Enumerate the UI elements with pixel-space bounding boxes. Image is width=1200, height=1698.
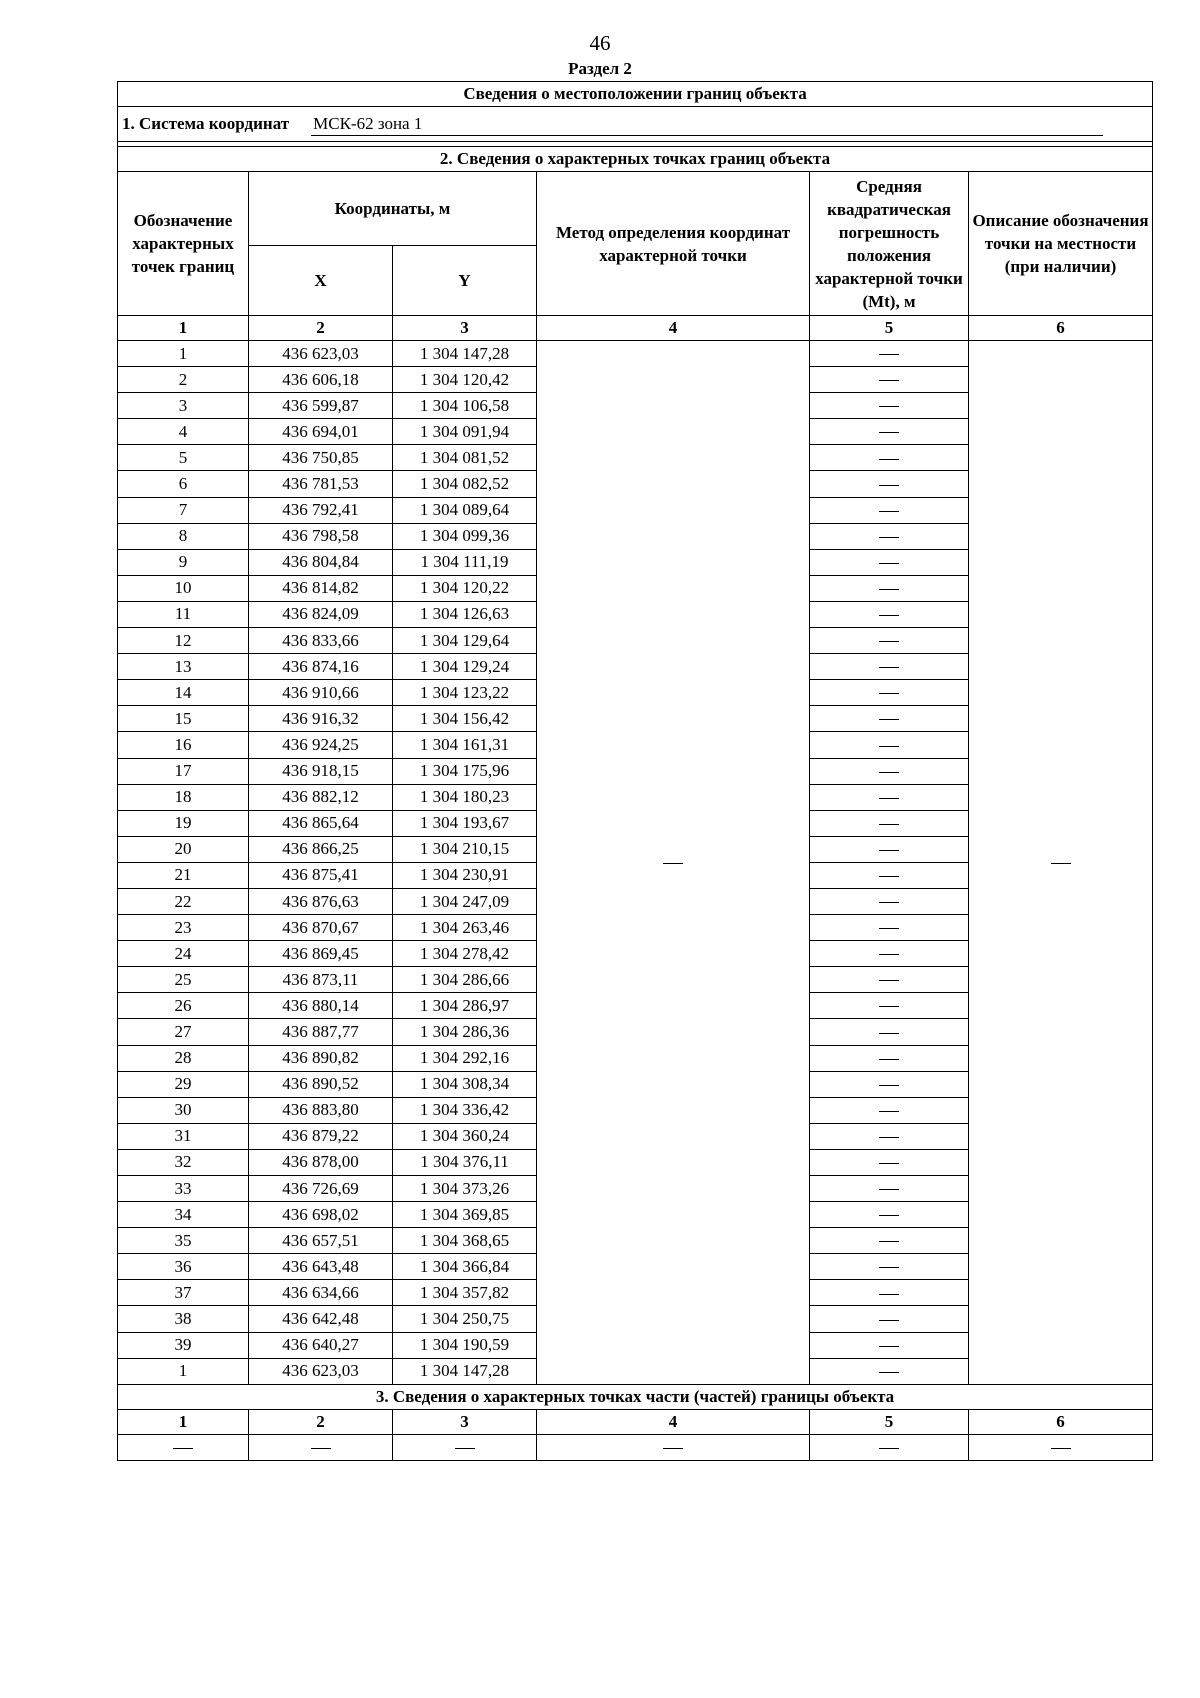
point-x: 436 879,22 [249,1123,393,1149]
point-x: 436 883,80 [249,1097,393,1123]
empty-part-cell [393,1434,537,1460]
mean-square-error-cell [810,1358,969,1384]
dash-mark [879,485,899,486]
point-number: 38 [118,1306,249,1332]
header-x: X [249,246,393,316]
point-number: 26 [118,993,249,1019]
point-x: 436 623,03 [249,341,393,367]
point-x: 436 874,16 [249,654,393,680]
point-y: 1 304 286,66 [393,967,537,993]
point-number: 1 [118,341,249,367]
point-number: 39 [118,1332,249,1358]
header-mean-square-error: Средняя квадратическая погрешность положения характерной точки (Mt), м [810,172,969,316]
dash-mark [879,1215,899,1216]
mean-square-error-cell [810,1176,969,1202]
mean-square-error-cell [810,471,969,497]
dash-mark [879,1006,899,1007]
column-number: 3 [393,316,537,341]
column-number: 1 [118,1409,249,1434]
dash-mark [1051,1448,1071,1449]
dash-mark [879,693,899,694]
mean-square-error-cell [810,549,969,575]
point-x: 436 890,52 [249,1071,393,1097]
dash-mark [879,876,899,877]
column-number: 4 [537,316,810,341]
mean-square-error-cell [810,732,969,758]
column-number: 2 [249,1409,393,1434]
point-y: 1 304 247,09 [393,888,537,914]
dash-mark [879,1241,899,1242]
mean-square-error-cell [810,862,969,888]
point-number: 37 [118,1280,249,1306]
mean-square-error-cell [810,1071,969,1097]
point-x: 436 694,01 [249,419,393,445]
point-number: 34 [118,1202,249,1228]
point-number: 32 [118,1149,249,1175]
dash-mark [879,432,899,433]
point-y: 1 304 308,34 [393,1071,537,1097]
point-x: 436 599,87 [249,393,393,419]
dash-mark [455,1448,475,1449]
point-number: 16 [118,732,249,758]
mean-square-error-cell [810,445,969,471]
point-number: 5 [118,445,249,471]
dash-mark [173,1448,193,1449]
point-x: 436 804,84 [249,549,393,575]
table-row [118,341,1153,367]
column-number-row [118,316,1153,341]
point-y: 1 304 286,36 [393,1019,537,1045]
point-number: 4 [118,419,249,445]
point-y: 1 304 106,58 [393,393,537,419]
point-y: 1 304 369,85 [393,1202,537,1228]
point-x: 436 634,66 [249,1280,393,1306]
mean-square-error-cell [810,993,969,1019]
mean-square-error-cell [810,706,969,732]
mean-square-error-cell [810,654,969,680]
empty-part-cell [537,1434,810,1460]
point-number: 17 [118,758,249,784]
point-x: 436 878,00 [249,1149,393,1175]
dash-mark [879,537,899,538]
point-y: 1 304 376,11 [393,1149,537,1175]
mean-square-error-cell [810,367,969,393]
mean-square-error-cell [810,915,969,941]
coordinate-system-value: МСК-62 зона 1 [311,113,1103,136]
point-x: 436 824,09 [249,601,393,627]
dash-mark [879,1346,899,1347]
mean-square-error-cell [810,575,969,601]
point-y: 1 304 175,96 [393,758,537,784]
mean-square-error-cell [810,393,969,419]
section-3-title: 3. Сведения о характерных точках части (частей) границы объекта [118,1384,1153,1409]
column-number: 6 [969,316,1153,341]
point-x: 436 642,48 [249,1306,393,1332]
mean-square-error-cell [810,1332,969,1358]
point-number: 25 [118,967,249,993]
mean-square-error-cell [810,1228,969,1254]
section-title: Раздел 2 [568,59,632,78]
dash-mark [879,354,899,355]
point-x: 436 640,27 [249,1332,393,1358]
point-y: 1 304 081,52 [393,445,537,471]
point-y: 1 304 161,31 [393,732,537,758]
point-x: 436 910,66 [249,680,393,706]
point-x: 436 866,25 [249,836,393,862]
point-number: 18 [118,784,249,810]
point-y: 1 304 147,28 [393,1358,537,1384]
empty-part-cell [810,1434,969,1460]
point-number: 31 [118,1123,249,1149]
column-number: 5 [810,316,969,341]
point-x: 436 875,41 [249,862,393,888]
point-x: 436 870,67 [249,915,393,941]
point-number: 8 [118,523,249,549]
dash-mark [311,1448,331,1449]
point-number: 1 [118,1358,249,1384]
point-y: 1 304 357,82 [393,1280,537,1306]
mean-square-error-cell [810,341,969,367]
point-x: 436 869,45 [249,941,393,967]
point-x: 436 876,63 [249,888,393,914]
point-number: 35 [118,1228,249,1254]
dash-mark [879,746,899,747]
point-x: 436 781,53 [249,471,393,497]
point-x: 436 833,66 [249,628,393,654]
mean-square-error-cell [810,1097,969,1123]
point-number: 19 [118,810,249,836]
point-y: 1 304 082,52 [393,471,537,497]
header-description: Описание обозначения точки на местности (при наличии) [969,172,1153,316]
mean-square-error-cell [810,810,969,836]
empty-part-cell [969,1434,1153,1460]
point-number: 36 [118,1254,249,1280]
point-y: 1 304 366,84 [393,1254,537,1280]
point-x: 436 606,18 [249,367,393,393]
dash-mark [879,1294,899,1295]
point-y: 1 304 156,42 [393,706,537,732]
coordinate-system-label: 1. Система координат [122,113,290,133]
description-cell [969,341,1153,1385]
point-y: 1 304 120,22 [393,575,537,601]
dash-mark [879,380,899,381]
point-x: 436 865,64 [249,810,393,836]
table-title: Сведения о местоположении границ объекта [118,82,1153,107]
point-y: 1 304 250,75 [393,1306,537,1332]
point-x: 436 887,77 [249,1019,393,1045]
dash-mark [879,902,899,903]
point-y: 1 304 091,94 [393,419,537,445]
dash-mark [879,1059,899,1060]
header-y: Y [393,246,537,316]
point-y: 1 304 373,26 [393,1176,537,1202]
dash-mark [879,641,899,642]
point-x: 436 750,85 [249,445,393,471]
point-y: 1 304 230,91 [393,862,537,888]
point-number: 14 [118,680,249,706]
dash-mark [879,1267,899,1268]
point-y: 1 304 292,16 [393,1045,537,1071]
dash-mark [879,850,899,851]
point-x: 436 657,51 [249,1228,393,1254]
column-number: 1 [118,316,249,341]
point-number: 3 [118,393,249,419]
point-y: 1 304 129,24 [393,654,537,680]
dash-mark [879,1320,899,1321]
point-number: 9 [118,549,249,575]
point-x: 436 814,82 [249,575,393,601]
point-y: 1 304 278,42 [393,941,537,967]
dash-mark [879,563,899,564]
mean-square-error-cell [810,1202,969,1228]
point-x: 436 918,15 [249,758,393,784]
dash-mark [879,1163,899,1164]
point-x: 436 643,48 [249,1254,393,1280]
dash-mark [879,824,899,825]
point-y: 1 304 368,65 [393,1228,537,1254]
point-y: 1 304 210,15 [393,836,537,862]
point-number: 29 [118,1071,249,1097]
point-number: 12 [118,628,249,654]
point-number: 11 [118,601,249,627]
dash-mark [879,615,899,616]
dash-mark [879,928,899,929]
point-number: 27 [118,1019,249,1045]
dash-mark [879,772,899,773]
dash-mark [879,954,899,955]
header-point-designation: Обозначение характерных точек границ [118,172,249,316]
mean-square-error-cell [810,1123,969,1149]
dash-mark [663,863,683,864]
dash-mark [879,719,899,720]
point-number: 30 [118,1097,249,1123]
mean-square-error-cell [810,1045,969,1071]
point-y: 1 304 336,42 [393,1097,537,1123]
column-number: 6 [969,1409,1153,1434]
mean-square-error-cell [810,836,969,862]
point-y: 1 304 089,64 [393,497,537,523]
point-x: 436 882,12 [249,784,393,810]
header-method: Метод определения координат характерной точки [537,172,810,316]
mean-square-error-cell [810,1149,969,1175]
dash-mark [879,1111,899,1112]
point-y: 1 304 147,28 [393,341,537,367]
coordinate-system-row [118,107,1153,142]
dash-mark [879,589,899,590]
point-x: 436 880,14 [249,993,393,1019]
dash-mark [663,1448,683,1449]
section-3-row [118,1384,1153,1409]
point-x: 436 726,69 [249,1176,393,1202]
point-number: 13 [118,654,249,680]
dash-mark [879,798,899,799]
dash-mark [879,667,899,668]
dash-mark [879,459,899,460]
point-x: 436 798,58 [249,523,393,549]
point-number: 10 [118,575,249,601]
point-number: 22 [118,888,249,914]
point-x: 436 924,25 [249,732,393,758]
point-number: 7 [118,497,249,523]
point-x: 436 792,41 [249,497,393,523]
point-number: 28 [118,1045,249,1071]
column-number-row [118,1409,1153,1434]
dash-mark [879,1137,899,1138]
header-coordinates: Координаты, м [249,172,537,246]
point-y: 1 304 129,64 [393,628,537,654]
mean-square-error-cell [810,967,969,993]
point-y: 1 304 263,46 [393,915,537,941]
dash-mark [1051,863,1071,864]
point-y: 1 304 111,19 [393,549,537,575]
boundary-table [117,81,1153,1461]
point-y: 1 304 360,24 [393,1123,537,1149]
mean-square-error-cell [810,888,969,914]
column-number: 3 [393,1409,537,1434]
point-y: 1 304 193,67 [393,810,537,836]
point-y: 1 304 126,63 [393,601,537,627]
mean-square-error-cell [810,784,969,810]
mean-square-error-cell [810,1254,969,1280]
mean-square-error-cell [810,1019,969,1045]
point-x: 436 873,11 [249,967,393,993]
point-y: 1 304 099,36 [393,523,537,549]
dash-mark [879,980,899,981]
table-row [118,1434,1153,1460]
mean-square-error-cell [810,419,969,445]
dash-mark [879,1085,899,1086]
empty-part-cell [118,1434,249,1460]
dash-mark [879,406,899,407]
point-x: 436 890,82 [249,1045,393,1071]
point-y: 1 304 180,23 [393,784,537,810]
empty-part-cell [249,1434,393,1460]
page-number: 46 [589,31,611,55]
point-number: 15 [118,706,249,732]
point-number: 33 [118,1176,249,1202]
mean-square-error-cell [810,628,969,654]
mean-square-error-cell [810,758,969,784]
point-number: 20 [118,836,249,862]
point-x: 436 623,03 [249,1358,393,1384]
point-y: 1 304 123,22 [393,680,537,706]
point-number: 23 [118,915,249,941]
dash-mark [879,1033,899,1034]
method-cell [537,341,810,1385]
dash-mark [879,511,899,512]
mean-square-error-cell [810,601,969,627]
dash-mark [879,1448,899,1449]
point-y: 1 304 190,59 [393,1332,537,1358]
mean-square-error-cell [810,680,969,706]
column-number: 5 [810,1409,969,1434]
point-x: 436 916,32 [249,706,393,732]
column-number: 2 [249,316,393,341]
dash-mark [879,1189,899,1190]
mean-square-error-cell [810,1306,969,1332]
column-number: 4 [537,1409,810,1434]
mean-square-error-cell [810,1280,969,1306]
point-number: 24 [118,941,249,967]
mean-square-error-cell [810,523,969,549]
point-number: 2 [118,367,249,393]
point-number: 21 [118,862,249,888]
mean-square-error-cell [810,497,969,523]
point-number: 6 [118,471,249,497]
point-y: 1 304 286,97 [393,993,537,1019]
mean-square-error-cell [810,941,969,967]
point-x: 436 698,02 [249,1202,393,1228]
section-2-title: 2. Сведения о характерных точках границ объекта [118,147,1153,172]
point-y: 1 304 120,42 [393,367,537,393]
dash-mark [879,1372,899,1373]
